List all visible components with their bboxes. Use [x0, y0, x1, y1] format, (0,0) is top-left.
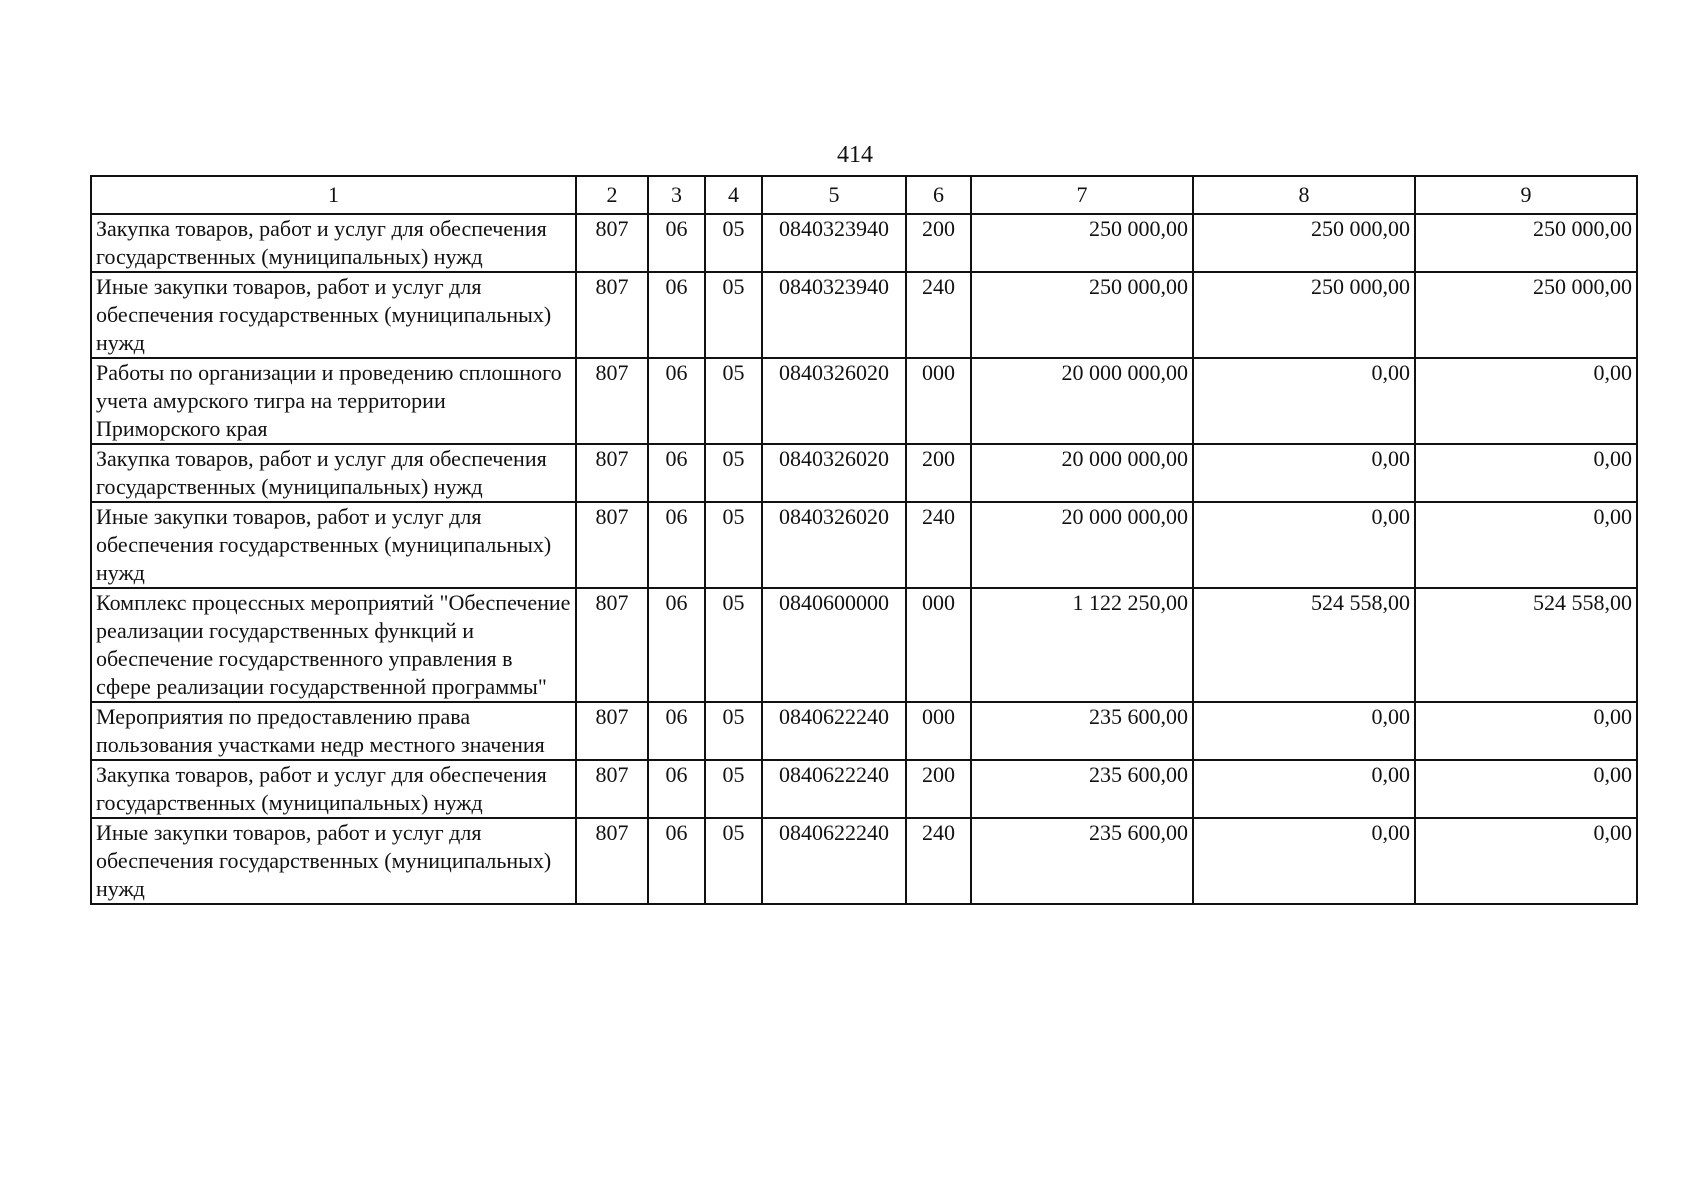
expense-name: Иные закупки товаров, работ и услуг для обеспечения государственных (муниципальных) нужд [91, 272, 576, 358]
section-code: 06 [648, 588, 705, 702]
section-code: 06 [648, 358, 705, 444]
expense-type-code: 200 [906, 760, 971, 818]
expense-type-code: 240 [906, 502, 971, 588]
amount-col-8: 0,00 [1193, 760, 1415, 818]
table-row [91, 214, 1637, 272]
subsection-code: 05 [705, 502, 762, 588]
expense-name: Закупка товаров, работ и услуг для обеспечения государственных (муниципальных) нужд [91, 760, 576, 818]
target-article-code: 0840622240 [762, 702, 906, 760]
table-row [91, 588, 1637, 702]
amount-col-9: 0,00 [1415, 444, 1637, 502]
expense-type-code: 000 [906, 358, 971, 444]
expense-type-code: 200 [906, 444, 971, 502]
section-code: 06 [648, 272, 705, 358]
amount-col-9: 0,00 [1415, 702, 1637, 760]
target-article-code: 0840622240 [762, 818, 906, 904]
expense-type-code: 240 [906, 818, 971, 904]
table-row [91, 358, 1637, 444]
expense-type-code: 200 [906, 214, 971, 272]
amount-col-9: 0,00 [1415, 760, 1637, 818]
budget-table [90, 175, 1638, 905]
table-row [91, 702, 1637, 760]
column-header-8: 8 [1193, 176, 1415, 214]
table-row [91, 818, 1637, 904]
table-row [91, 502, 1637, 588]
column-header-5: 5 [762, 176, 906, 214]
target-article-code: 0840326020 [762, 358, 906, 444]
expense-name: Иные закупки товаров, работ и услуг для обеспечения государственных (муниципальных) нужд [91, 502, 576, 588]
subsection-code: 05 [705, 272, 762, 358]
expense-type-code: 000 [906, 588, 971, 702]
column-header-3: 3 [648, 176, 705, 214]
subsection-code: 05 [705, 818, 762, 904]
subsection-code: 05 [705, 760, 762, 818]
section-code: 06 [648, 502, 705, 588]
amount-col-8: 524 558,00 [1193, 588, 1415, 702]
ministry-code: 807 [576, 818, 648, 904]
expense-type-code: 240 [906, 272, 971, 358]
ministry-code: 807 [576, 272, 648, 358]
amount-col-9: 524 558,00 [1415, 588, 1637, 702]
amount-col-8: 250 000,00 [1193, 214, 1415, 272]
amount-col-7: 235 600,00 [971, 702, 1193, 760]
column-header-6: 6 [906, 176, 971, 214]
target-article-code: 0840600000 [762, 588, 906, 702]
subsection-code: 05 [705, 358, 762, 444]
amount-col-7: 250 000,00 [971, 214, 1193, 272]
page-number: 414 [837, 142, 873, 168]
ministry-code: 807 [576, 502, 648, 588]
expense-name: Мероприятия по предоставлению права пользования участками недр местного значения [91, 702, 576, 760]
column-header-2: 2 [576, 176, 648, 214]
section-code: 06 [648, 760, 705, 818]
column-header-1: 1 [91, 176, 576, 214]
amount-col-7: 235 600,00 [971, 760, 1193, 818]
amount-col-7: 1 122 250,00 [971, 588, 1193, 702]
column-header-7: 7 [971, 176, 1193, 214]
target-article-code: 0840323940 [762, 272, 906, 358]
amount-col-8: 0,00 [1193, 444, 1415, 502]
expense-name: Закупка товаров, работ и услуг для обеспечения государственных (муниципальных) нужд [91, 444, 576, 502]
amount-col-7: 20 000 000,00 [971, 444, 1193, 502]
column-number-header-row [91, 176, 1637, 214]
ministry-code: 807 [576, 444, 648, 502]
section-code: 06 [648, 818, 705, 904]
table-row [91, 444, 1637, 502]
amount-col-8: 250 000,00 [1193, 272, 1415, 358]
subsection-code: 05 [705, 588, 762, 702]
amount-col-8: 0,00 [1193, 502, 1415, 588]
amount-col-9: 250 000,00 [1415, 214, 1637, 272]
subsection-code: 05 [705, 702, 762, 760]
section-code: 06 [648, 214, 705, 272]
ministry-code: 807 [576, 358, 648, 444]
amount-col-8: 0,00 [1193, 358, 1415, 444]
amount-col-8: 0,00 [1193, 818, 1415, 904]
expense-name: Работы по организации и проведению сплошного учета амурского тигра на территории Приморского края [91, 358, 576, 444]
amount-col-7: 235 600,00 [971, 818, 1193, 904]
amount-col-9: 0,00 [1415, 502, 1637, 588]
ministry-code: 807 [576, 214, 648, 272]
subsection-code: 05 [705, 214, 762, 272]
amount-col-7: 20 000 000,00 [971, 358, 1193, 444]
section-code: 06 [648, 702, 705, 760]
expense-type-code: 000 [906, 702, 971, 760]
subsection-code: 05 [705, 444, 762, 502]
ministry-code: 807 [576, 588, 648, 702]
ministry-code: 807 [576, 702, 648, 760]
section-code: 06 [648, 444, 705, 502]
amount-col-9: 250 000,00 [1415, 272, 1637, 358]
target-article-code: 0840326020 [762, 502, 906, 588]
amount-col-7: 250 000,00 [971, 272, 1193, 358]
target-article-code: 0840622240 [762, 760, 906, 818]
table-row [91, 760, 1637, 818]
amount-col-9: 0,00 [1415, 358, 1637, 444]
expense-name: Закупка товаров, работ и услуг для обеспечения государственных (муниципальных) нужд [91, 214, 576, 272]
target-article-code: 0840326020 [762, 444, 906, 502]
column-header-9: 9 [1415, 176, 1637, 214]
amount-col-7: 20 000 000,00 [971, 502, 1193, 588]
ministry-code: 807 [576, 760, 648, 818]
column-header-4: 4 [705, 176, 762, 214]
table-row [91, 272, 1637, 358]
expense-name: Комплекс процессных мероприятий "Обеспечение реализации государственных функций и обеспечение государственного управления в сфере реализации государственной программы" [91, 588, 576, 702]
target-article-code: 0840323940 [762, 214, 906, 272]
expense-name: Иные закупки товаров, работ и услуг для обеспечения государственных (муниципальных) нужд [91, 818, 576, 904]
amount-col-9: 0,00 [1415, 818, 1637, 904]
amount-col-8: 0,00 [1193, 702, 1415, 760]
